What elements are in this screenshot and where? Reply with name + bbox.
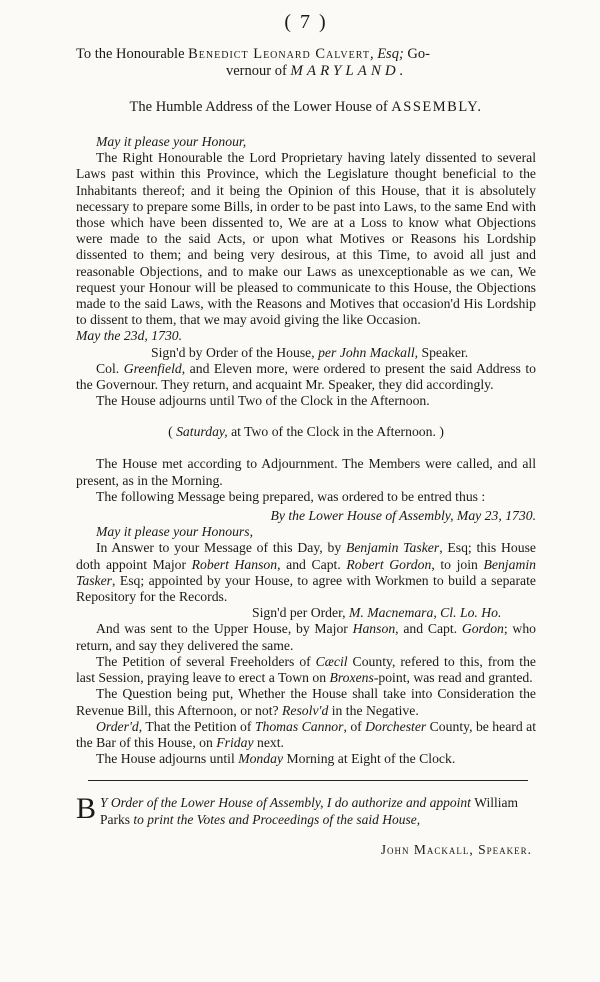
drop-cap: B xyxy=(76,792,97,826)
session-day: Saturday, xyxy=(176,424,228,440)
proceeding-text: Col. xyxy=(96,360,124,376)
message-italic: Robert Gordon xyxy=(346,556,432,572)
page-number: ( 7 ) xyxy=(284,11,328,33)
proceeding-text: next. xyxy=(253,734,284,750)
message-body xyxy=(76,540,536,605)
message-dateline: By the Lower House of Assembly, May 23, 1730. xyxy=(270,508,536,524)
proceeding-text: The Question being put, Whether the House shall take into Consideration the Revenue Bill, this Afternoon, or not? xyxy=(76,686,536,718)
proceeding-paragraph xyxy=(76,393,536,409)
proceeding-text: , and Eleven more, were ordered to present the said Address to the Governour. They return, and acquaint Mr. Speaker, they did accordingly. xyxy=(76,360,536,393)
signed-per: per John Mackall, xyxy=(318,344,419,360)
title-suffix: Go- xyxy=(403,46,430,62)
met-paragraph: The House met according to Adjournment. The Members were called, and all present, as in the Morning. xyxy=(76,456,536,488)
session-rest: at Two of the Clock in the Afternoon. ) xyxy=(227,424,444,440)
proceeding-text: County, be heard at the Bar of this House, on xyxy=(76,718,537,750)
proceeding-paragraph xyxy=(76,751,536,767)
proceeding-text: Morning at Eight of the Clock. xyxy=(283,751,456,767)
proceeding-italic: Order'd xyxy=(96,718,139,734)
proceeding-italic: Gordon xyxy=(461,621,504,637)
order-text: to print the Votes and Proceedings of the said House, xyxy=(130,812,421,828)
proceeding-italic: Greenfield xyxy=(123,360,182,376)
proceeding-paragraph xyxy=(76,361,536,393)
heading-caps: ASSEMBLY. xyxy=(391,99,483,115)
proceeding-text: in the Negative. xyxy=(328,702,419,718)
message-text: , and Capt. xyxy=(277,556,347,572)
message-text: , Esq; this House doth appoint Major xyxy=(76,540,536,572)
title-line-1 xyxy=(76,46,536,63)
message-intro: The following Message being prepared, was ordered to be entred thus : xyxy=(96,488,486,504)
session-heading xyxy=(76,424,536,440)
title-line-2 xyxy=(76,63,536,80)
proceeding-text: And was sent to the Upper House, by Major xyxy=(96,621,353,637)
message-signed-name: M. Macnemara, Cl. Lo. Ho. xyxy=(348,605,502,621)
governor-name: Benedict Leonard Calvert xyxy=(188,46,370,62)
message-italic: Robert Hanson xyxy=(191,556,278,572)
proceeding-paragraph xyxy=(76,719,536,751)
printing-order xyxy=(76,794,536,828)
message-salutation: May it please your Honours, xyxy=(96,524,254,540)
message-italic: Benjamin Tasker xyxy=(76,556,536,588)
proceeding-text: , and Capt. xyxy=(395,621,462,637)
proceeding-text: The House adjourns until Two of the Clock in the Afternoon. xyxy=(96,393,430,409)
message-text: In Answer to your Message of this Day, by xyxy=(96,540,346,556)
proceeding-text: The House adjourns until xyxy=(96,751,239,767)
title-prefix: To the Honourable xyxy=(76,46,189,62)
proceeding-italic: Cæcil xyxy=(315,653,348,669)
proceeding-text: ; who return, and say they delivered the same. xyxy=(76,621,537,653)
proceeding-italic: Thomas Cannor xyxy=(254,718,344,734)
province-name: MARYLAND. xyxy=(290,63,408,79)
proceeding-italic: Monday xyxy=(238,751,284,767)
session-open: ( xyxy=(168,424,177,440)
address-salutation: May it please your Honour, xyxy=(96,134,247,149)
proceeding-italic: Broxens xyxy=(329,670,374,686)
title-line2-prefix: vernour of xyxy=(226,63,291,79)
printer-name: William Parks xyxy=(100,795,518,828)
message-signature xyxy=(76,605,536,621)
proceeding-italic: Resolv'd xyxy=(282,702,329,718)
proceeding-text: , That the Petition of xyxy=(138,718,255,734)
heading-prefix: The Humble Address of the Lower House of xyxy=(129,99,392,115)
proceeding-text: County, refered to this, from the last Session, praying leave to erect a Town on xyxy=(76,653,536,686)
proceeding-paragraph xyxy=(76,621,536,653)
proceeding-paragraph xyxy=(76,654,536,686)
proceeding-italic: Hanson xyxy=(352,621,396,637)
order-text: Y Order of the Lower House of Assembly, I do authorize and appoint xyxy=(100,795,475,811)
proceeding-text: -point, was read and granted. xyxy=(373,670,533,686)
message-text: , Esq; appointed by your House, to agree with Workmen to build a separate Repository for the Records. xyxy=(76,572,536,605)
address-signature xyxy=(76,345,536,361)
proceeding-text: , of xyxy=(343,718,366,734)
address-date: May the 23d, 1730. xyxy=(76,328,183,344)
signed-prefix: Sign'd by Order of the House, xyxy=(151,344,319,360)
address-body: The Right Honourable the Lord Proprietary having lately dissented to several Laws past within this Province, which the Legislature thought beneficial to the Inhabitants thereof; and it being the Opinion of this House, that it is absolutely necessary to prepare some Bills, in order to be past into Laws, to the same End with those which have been dissented to, We are at a Loss to know what Objections were made to the said Acts, or upon what Motives or Reasons his Lordship dissented to them; and being very desirous, at this Time, to avoid all just and reasonable Objections, and to make our Laws as unexceptionable as we can, We request your Honour will be pleased to communicate to this House, the Objections made to the said Laws, with the Reasons and Motives that occasion'd His Lordship to dissent to them, that we may avoid giving the like Occasion. xyxy=(76,150,536,328)
title-esq: , Esq; xyxy=(369,46,404,62)
speaker-signature: John Mackall, Speaker. xyxy=(380,842,532,858)
section-divider xyxy=(88,780,528,781)
proceeding-italic: Friday xyxy=(216,734,254,750)
signed-suffix: Speaker. xyxy=(418,344,469,360)
address-heading xyxy=(76,99,536,116)
proceeding-paragraph xyxy=(76,686,536,718)
address-title xyxy=(76,46,536,80)
message-signed-prefix: Sign'd per Order, xyxy=(252,605,349,621)
message-text: , to join xyxy=(431,556,484,572)
proceeding-text: The Petition of several Freeholders of xyxy=(96,653,316,669)
message-italic: Benjamin Tasker xyxy=(345,540,440,556)
proceeding-italic: Dorchester xyxy=(365,718,427,734)
